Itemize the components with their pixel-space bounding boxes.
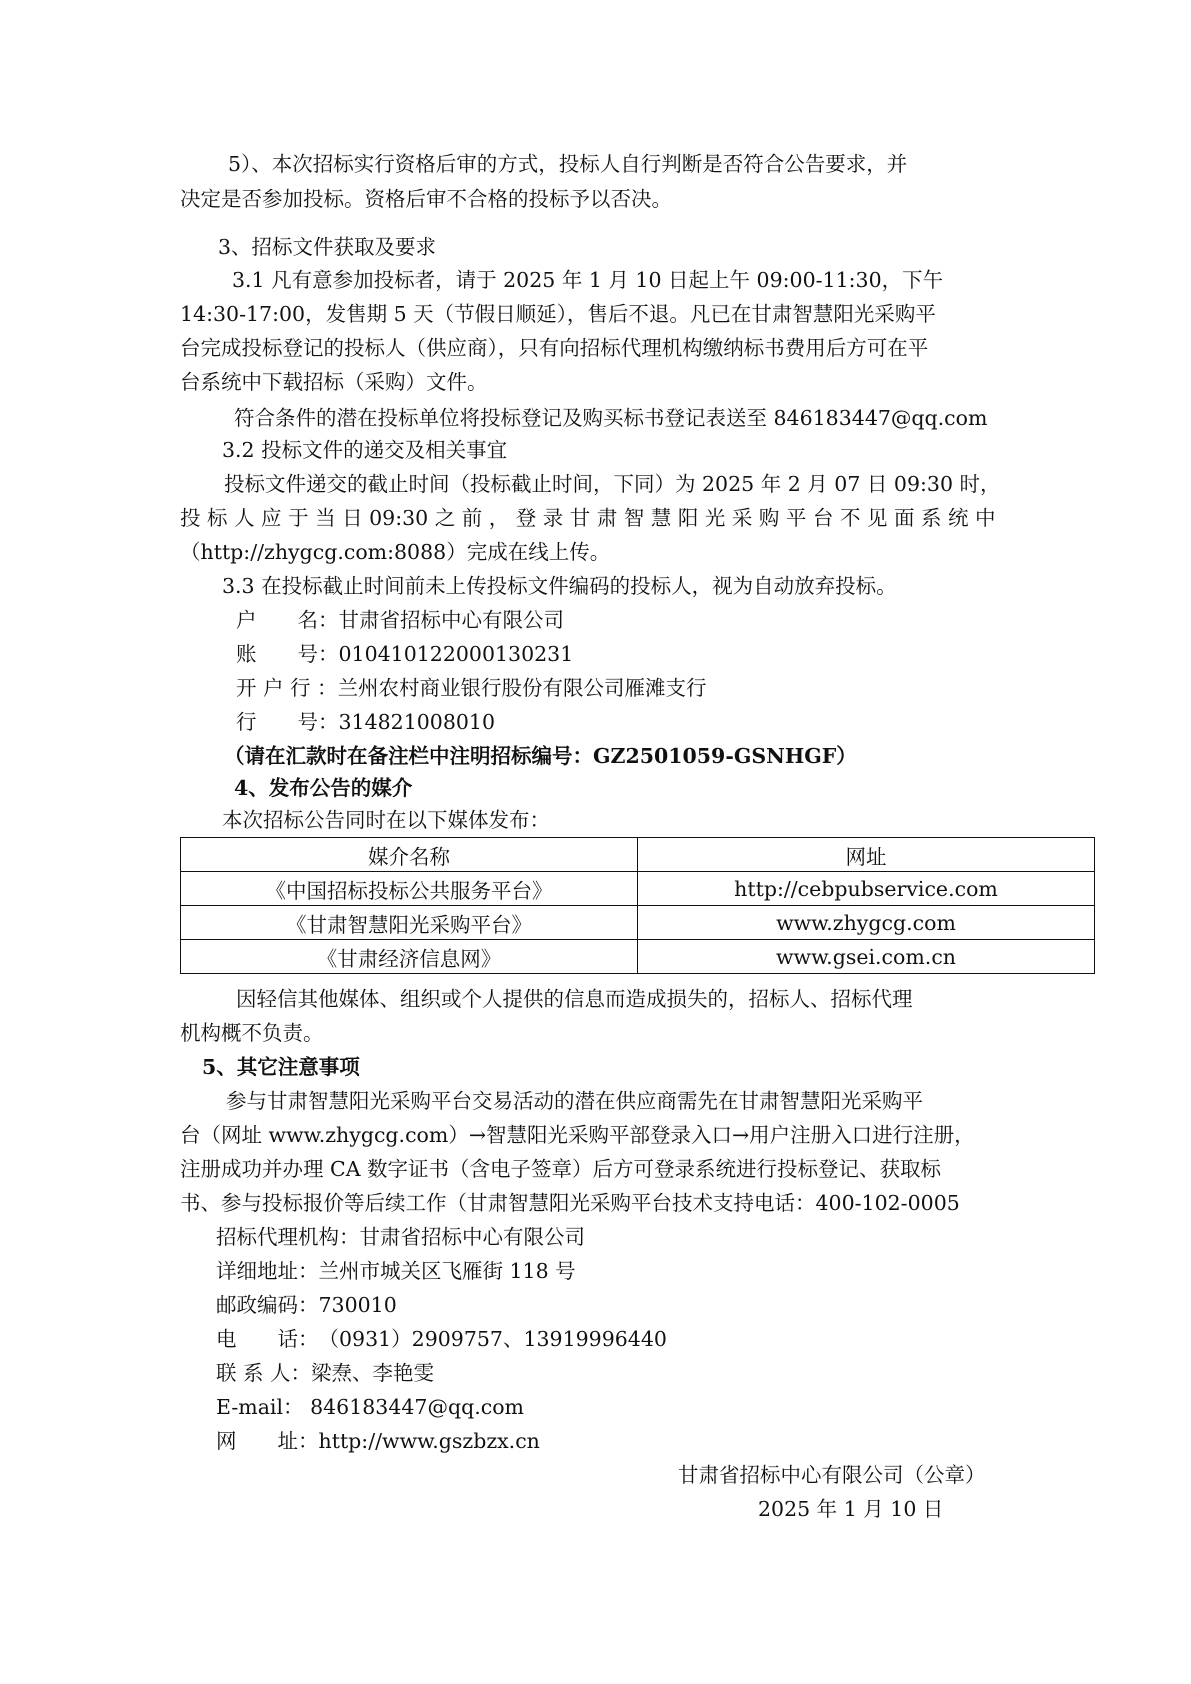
contact-website (216, 1427, 540, 1455)
section5-heading: 5、其它注意事项 (202, 1055, 360, 1079)
table-row (181, 906, 1095, 940)
contact-address: 详细地址：兰州市城关区飞雁街 118 号 (216, 1259, 576, 1283)
section5-line2: 台（网址 www.zhygcg.com）→智慧阳光采购平部登录入口→用户注册入口进行注册， (180, 1123, 975, 1147)
bank-code-label: 行 号： (236, 710, 339, 734)
section5-line4: 书、参与投标报价等后续工作（甘肃智慧阳光采购平台技术支持电话：400-102-0005 (180, 1191, 960, 1215)
p31-line4: 台系统中下载招标（采购）文件。 (180, 370, 488, 394)
table-row (181, 940, 1095, 974)
p31-line3: 台完成投标登记的投标人（供应商），只有向招标代理机构缴纳标书费用后方可在平 (180, 336, 929, 360)
bank-branch (236, 674, 707, 702)
contact-email-label: E-mail： (216, 1395, 304, 1419)
contact-agency: 招标代理机构：甘肃省招标中心有限公司 (216, 1225, 585, 1249)
bank-account (236, 640, 573, 668)
media-name-cell: 《中国招标投标公共服务平台》 (181, 872, 638, 906)
contact-person-label: 联 系 人： (216, 1361, 312, 1385)
p32-line1: 投标文件递交的截止时间（投标截止时间，下同）为 2025 年 2 月 07 日 09:30 时， (224, 472, 1001, 496)
media-url-cell: http://cebpubservice.com (638, 872, 1095, 906)
remittance-remark: （请在汇款时在备注栏中注明招标编号：GZ2501059-GSNHGF） (224, 744, 857, 768)
disclaimer-line2: 机构概不负责。 (180, 1021, 324, 1045)
p33: 3.3 在投标截止时间前未上传投标文件编码的投标人，视为自动放弃投标。 (222, 574, 897, 598)
bank-code-value: 314821008010 (338, 710, 496, 734)
header-media-name: 媒介名称 (181, 838, 638, 872)
section5-line1: 参与甘肃智慧阳光采购平台交易活动的潜在供应商需先在甘肃智慧阳光采购平 (226, 1089, 923, 1113)
contact-person (216, 1359, 434, 1387)
signature-date: 2025 年 1 月 10 日 (758, 1497, 944, 1521)
media-name-cell: 《甘肃经济信息网》 (181, 940, 638, 974)
section4-heading: 4、发布公告的媒介 (234, 776, 413, 800)
table-header-row (181, 838, 1095, 872)
section3-heading: 3、招标文件获取及要求 (218, 235, 437, 259)
media-name-cell: 《甘肃智慧阳光采购平台》 (181, 906, 638, 940)
disclaimer-line1: 因轻信其他媒体、组织或个人提供的信息而造成损失的，招标人、招标代理 (236, 987, 913, 1011)
contact-phone (216, 1325, 667, 1353)
bank-code (236, 708, 495, 736)
contact-email-value: 846183447@qq.com (303, 1395, 524, 1419)
bank-name (236, 606, 564, 634)
p32-line2: 投 标 人 应 于 当 日 09:30 之 前 ， 登 录 甘 肃 智 慧 阳 光 采 购 平 台 不 见 面 系 统 中 (180, 506, 996, 530)
contact-phone-label: 电 话： (216, 1327, 319, 1351)
bank-name-value: 甘肃省招标中心有限公司 (338, 608, 564, 632)
para5-line1: 5）、本次招标实行资格后审的方式，投标人自行判断是否符合公告要求，并 (228, 152, 908, 176)
section5-line3: 注册成功并办理 CA 数字证书（含电子签章）后方可登录系统进行投标登记、获取标 (180, 1157, 942, 1181)
bank-branch-value: 兰州农村商业银行股份有限公司雁滩支行 (337, 676, 707, 700)
para5-line2: 决定是否参加投标。资格后审不合格的投标予以否决。 (180, 187, 672, 211)
contact-website-value: http://www.gszbzx.cn (318, 1429, 540, 1453)
contact-postcode: 邮政编码：730010 (216, 1293, 397, 1317)
contact-phone-value: （0931）2909757、13919996440 (318, 1327, 667, 1351)
media-url-cell: www.gsei.com.cn (638, 940, 1095, 974)
p31-line2: 14:30-17:00，发售期 5 天（节假日顺延），售后不退。凡已在甘肃智慧阳光采购平 (180, 302, 936, 326)
p32-line3: （http://zhygcg.com:8088）完成在线上传。 (180, 540, 611, 564)
media-table (180, 837, 1095, 974)
header-url: 网址 (638, 838, 1095, 872)
media-url-cell: www.zhygcg.com (638, 906, 1095, 940)
p-email: 符合条件的潜在投标单位将投标登记及购买标书登记表送至 846183447@qq.com (234, 406, 988, 430)
p32-heading: 3.2 投标文件的递交及相关事宜 (222, 438, 508, 462)
contact-person-value: 梁焘、李艳雯 (311, 1361, 435, 1385)
bank-name-label: 户 名： (236, 608, 339, 632)
section4-intro: 本次招标公告同时在以下媒体发布： (222, 808, 550, 832)
table-row (181, 872, 1095, 906)
signature-org: 甘肃省招标中心有限公司（公章） (678, 1463, 986, 1487)
p31-line1: 3.1 凡有意参加投标者，请于 2025 年 1 月 10 日起上午 09:00-11:30，下午 (232, 268, 944, 292)
bank-account-label: 账 号： (236, 642, 339, 666)
contact-email (216, 1393, 524, 1421)
bank-branch-label: 开 户 行 ： (236, 676, 338, 700)
contact-website-label: 网 址： (216, 1429, 319, 1453)
bank-account-value: 010410122000130231 (338, 642, 574, 666)
